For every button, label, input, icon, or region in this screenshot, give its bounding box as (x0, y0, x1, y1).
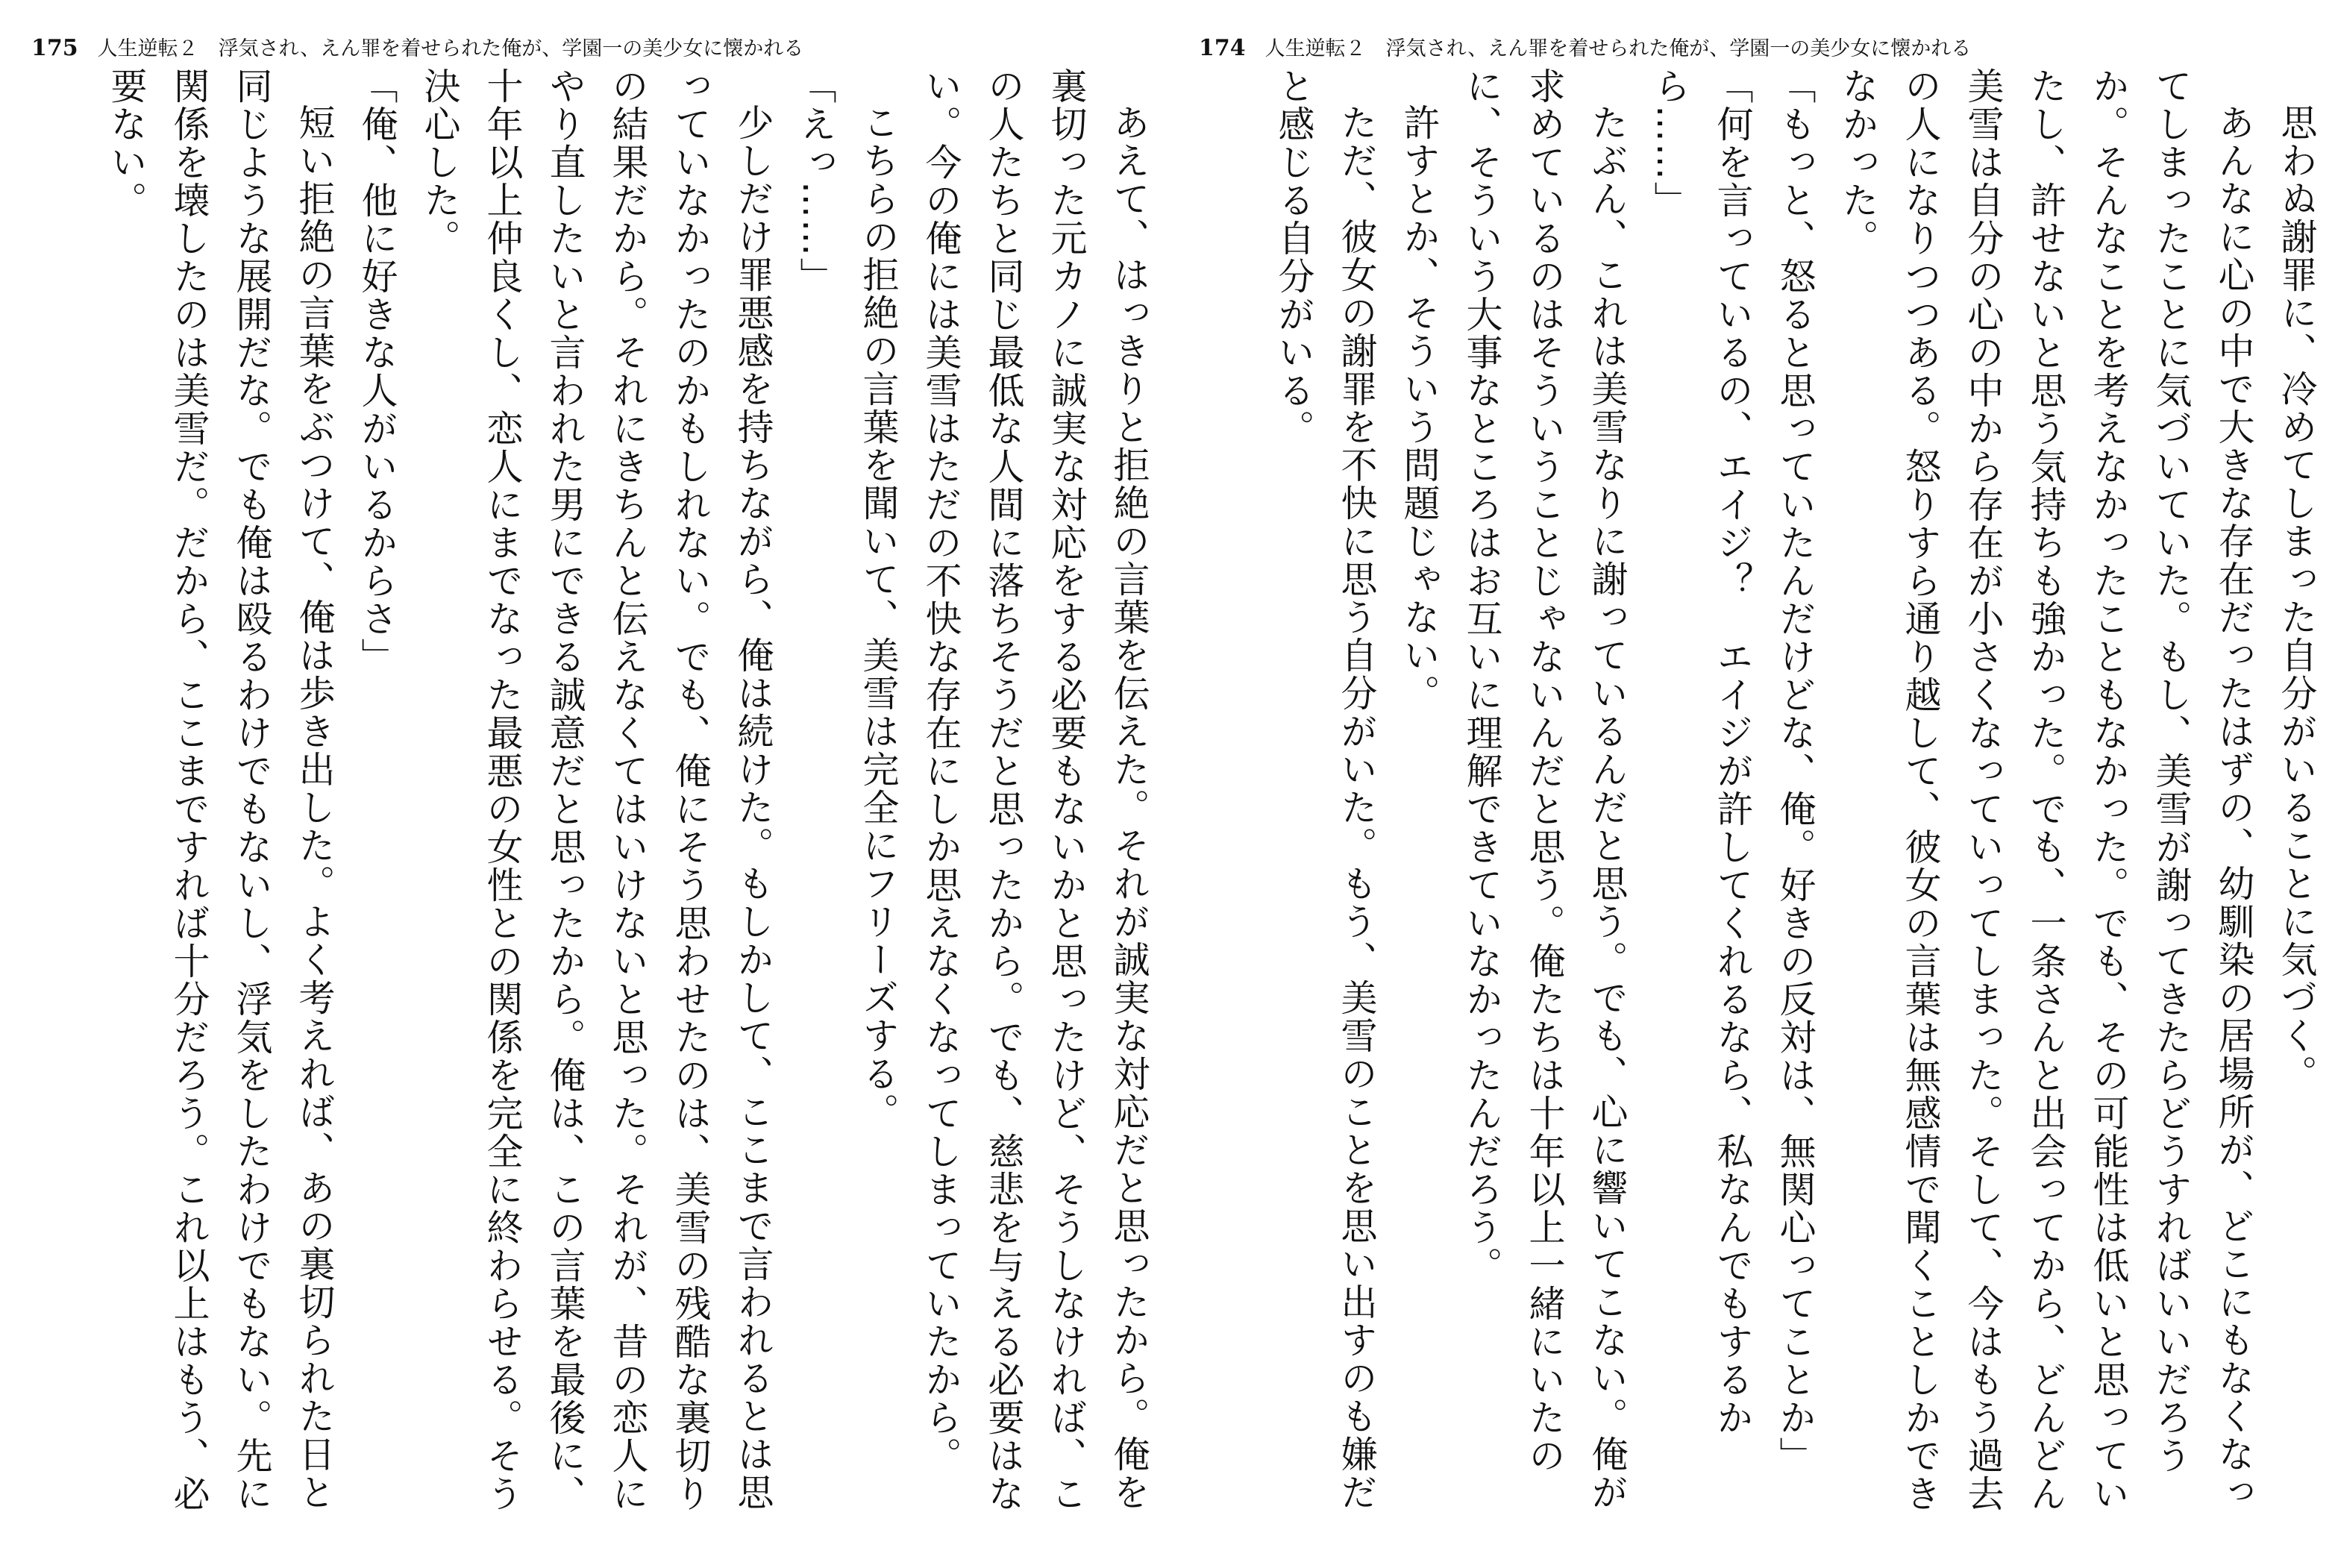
paragraph: たぶん、これは美雪なりに謝っているんだと思う。でも、心に響いてこない。俺が求めているのはそういうことじゃないんだと思う。俺たちは十年以上一緒にいたのに、そういう大事なところはお互いに理解できていなかったんだろう。 (1461, 67, 1629, 1511)
body-text (1268, 67, 2328, 1544)
paragraph: ただ、彼女の謝罪を不快に思う自分がいた。もう、美雪のことを思い出すのも嫌だと感じる自分がいる。 (1273, 67, 1378, 1511)
page-number: 174 (1199, 35, 1246, 61)
paragraph: あんなに心の中で大きな存在だったはずの、幼馴染の居場所が、どこにもなくなってしまったことに気づいていた。もし、美雪が謝ってきたらどうすればいいだろうか。そんなことを考えなかったこともなかった。でも、その可能性は低いと思っていたし、許せないと思う気持ちも強かった。でも、一条さんと出会ってから、どんどん美雪は自分の心の中から存在が小さくなっていってしまった。そして、今はもう過去の人になりつつある。怒りすら通り越して、彼女の言葉は無感情で聞くことしかできなかった。 (1837, 67, 2255, 1513)
running-header (31, 30, 803, 67)
dialogue-line: 「えっ……」 (794, 67, 837, 295)
dialogue-line: 「何を言っているの、エイジ？ エイジが許してくれるなら、私なんでもするから……」 (1649, 67, 1754, 1437)
running-header-title: 人生逆転２ 浮気され、えん罪を着せられた俺が、学園一の美少女に懐かれる (97, 37, 804, 60)
dialogue-line: 「俺、他に好きな人がいるからさ」 (356, 67, 398, 676)
running-header-title: 人生逆転２ 浮気され、えん罪を着せられた俺が、学園一の美少女に懐かれる (1264, 37, 1972, 60)
paragraph: こちらの拒絶の言葉を聞いて、美雪は完全にフリーズする。 (857, 104, 900, 1131)
paragraph: 許すとか、そういう問題じゃない。 (1398, 104, 1441, 712)
right-page (1168, 0, 2335, 1568)
paragraph: 短い拒絶の言葉をぶつけて、俺は歩き出した。よく考えれば、あの裏切られた日と同じような展開だな。でも俺は殴るわけでもないし、浮気をしたわけでもない。先に関係を壊したのは美雪だ。だから、ここまですれば十分だろう。これ以上はもう、必要ない。 (105, 67, 336, 1513)
dialogue-line: 「もっと、怒ると思っていたんだけどな、俺。好きの反対は、無関心ってことか」 (1774, 67, 1817, 1475)
paragraph: 思わぬ謝罪に、冷めてしまった自分がいることに気づく。 (2275, 104, 2318, 1093)
paragraph: あえて、はっきりと拒絶の言葉を伝えた。それが誠実な対応だと思ったから。俺を裏切った元カノに誠実な対応をする必要もないかと思ったけど、そうしなければ、この人たちと同じ最低な人間に落ちそうだと思ったから。でも、慈悲を与える必要はない。今の俺には美雪はただの不快な存在にしか思えなくなってしまっていたから。 (920, 67, 1150, 1513)
running-header (1199, 30, 1971, 67)
page-number: 175 (31, 35, 78, 61)
body-text (101, 67, 1160, 1544)
paragraph: 少しだけ罪悪感を持ちながら、俺は続けた。もしかして、ここまで言われるとは思っていなかったのかもしれない。でも、俺にそう思わせたのは、美雪の残酷な裏切りの結果だから。それにきちんと伝えなくてはいけないと思った。それが、昔の恋人にやり直したいと言われた男にできる誠意だと思ったから。俺は、この言葉を最後に、十年以上仲良くし、恋人にまでなった最悪の女性との関係を完全に終わらせる。そう決心した。 (419, 67, 774, 1513)
